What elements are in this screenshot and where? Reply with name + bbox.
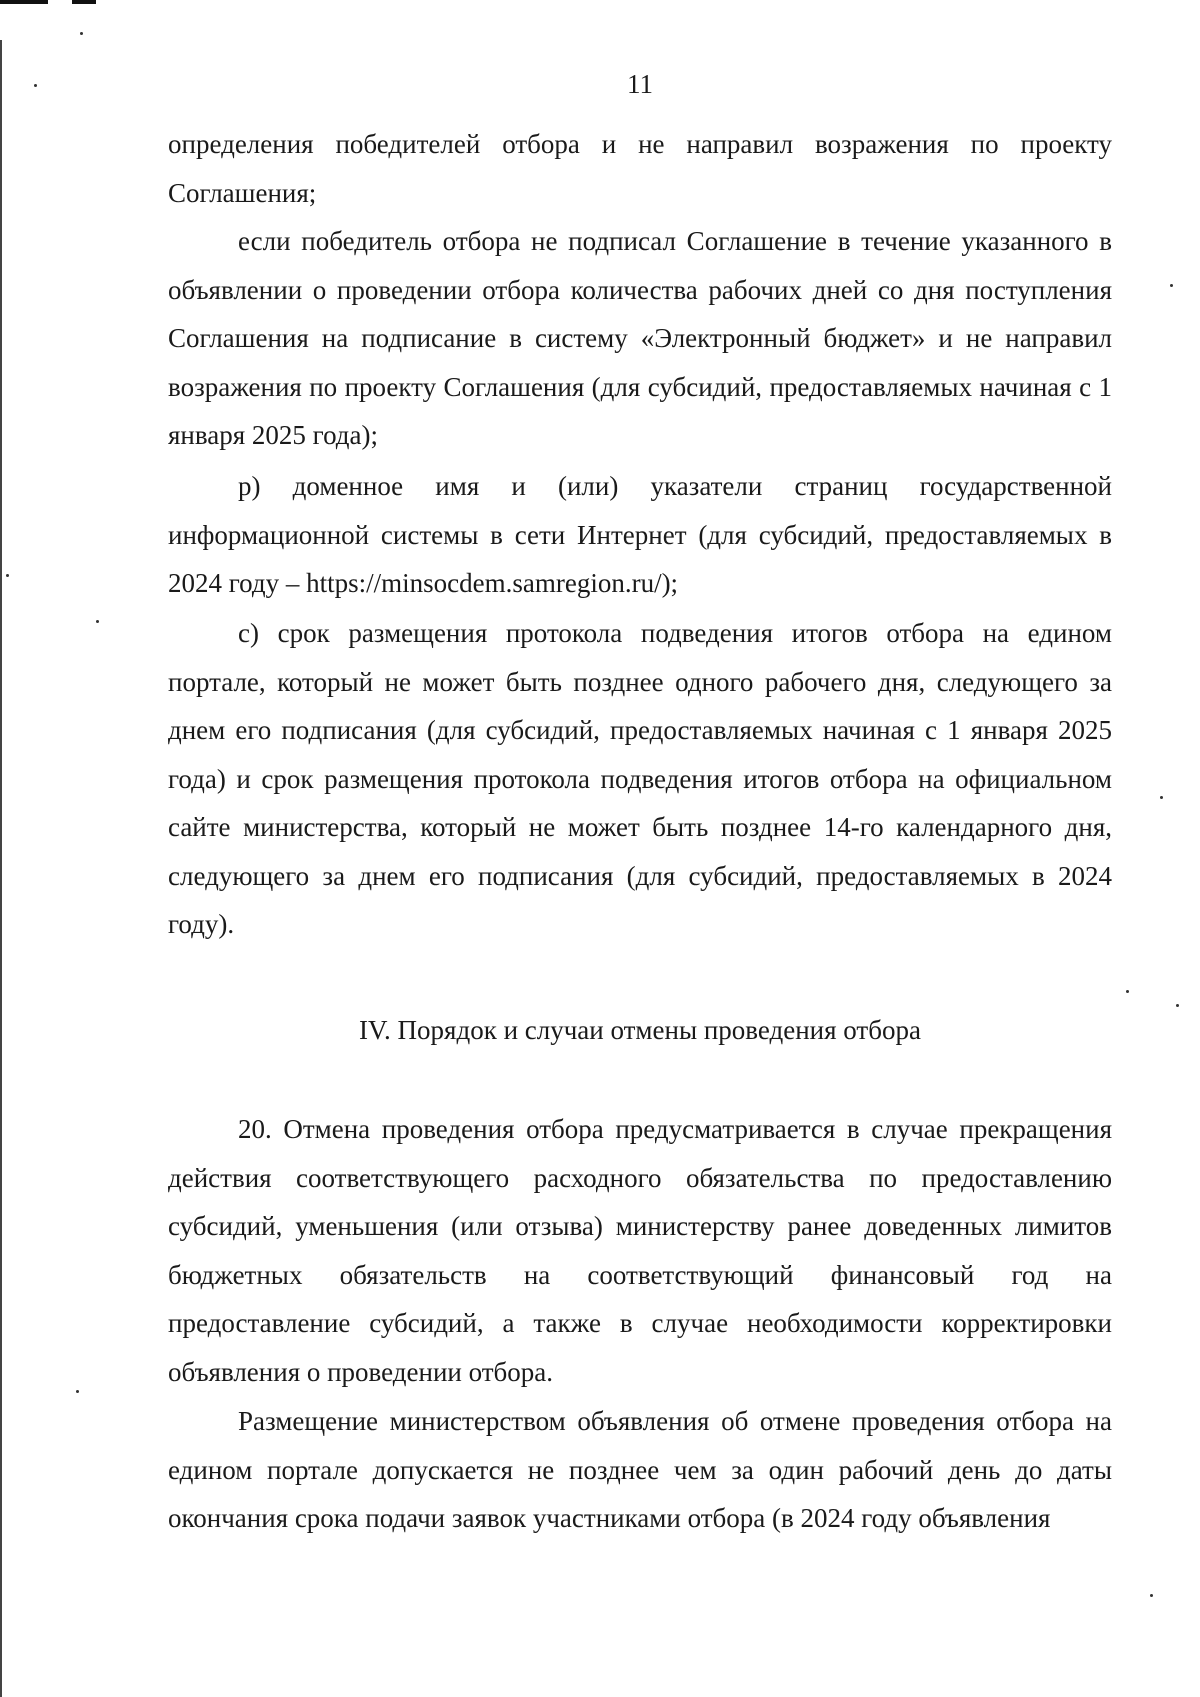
scan-speck (96, 620, 99, 623)
scan-speck (1160, 796, 1163, 799)
scan-speck (1150, 1594, 1153, 1597)
scan-speck (1176, 1004, 1179, 1007)
paragraph-cancellation-notice: Размещение министерством объявления об отмене проведения отбора на едином портале допускается не позднее чем за один рабочий день до даты окончания срока подачи заявок участниками отбора (в 2024 году объявления (168, 1406, 1112, 1533)
paragraph-signing-condition: если победитель отбора не подписал Соглашение в течение указанного в объявлении о проведении отбора количества рабочих дней со дня поступления Соглашения на подписание в систему «Электронный бюджет» и не направил возражения по проекту Соглашения (для субсидий, предоставляемых начиная с 1 января 2025 года); (168, 226, 1112, 450)
scan-edge-mark-top-left (0, 0, 48, 4)
scan-edge-line-left (0, 40, 2, 1697)
paragraph-item-r: р) доменное имя и (или) указатели страниц государственной информационной системы в сети Интернет (для субсидий, предоставляемых в 2024 году – https://minsocdem.samregion.ru/); (168, 471, 1112, 598)
scan-edge-mark-top (72, 0, 96, 4)
paragraph-continuation: определения победителей отбора и не направил возражения по проекту Соглашения; (168, 129, 1112, 208)
scan-speck (1170, 284, 1173, 287)
scan-speck (80, 32, 83, 35)
section-heading: IV. Порядок и случаи отмены проведения отбора (359, 1015, 921, 1045)
paragraph-20: 20. Отмена проведения отбора предусматривается в случае прекращения действия соответствующего расходного обязательства по предоставлению субсидий, уменьшения (или отзыва) министерству ранее доведенных лимитов бюджетных обязательств на соответствующий финансовый год на предоставление субсидий, а также в случае необходимости корректировки объявления о проведении отбора. (168, 1114, 1112, 1387)
scan-speck (76, 1390, 79, 1393)
paragraph-item-s: с) срок размещения протокола подведения итогов отбора на едином портале, который не может быть позднее одного рабочего дня, следующего за днем его подписания (для субсидий, предоставляемых начиная с 1 января 2025 года) и срок размещения протокола подведения итогов отбора на официальном сайте министерства, который не может быть позднее 14-го календарного дня, следующего за днем его подписания (для субсидий, предоставляемых в 2024 году). (168, 618, 1112, 939)
scan-speck (6, 574, 9, 577)
scan-speck (1126, 990, 1129, 993)
page-number: 11 (627, 69, 653, 99)
